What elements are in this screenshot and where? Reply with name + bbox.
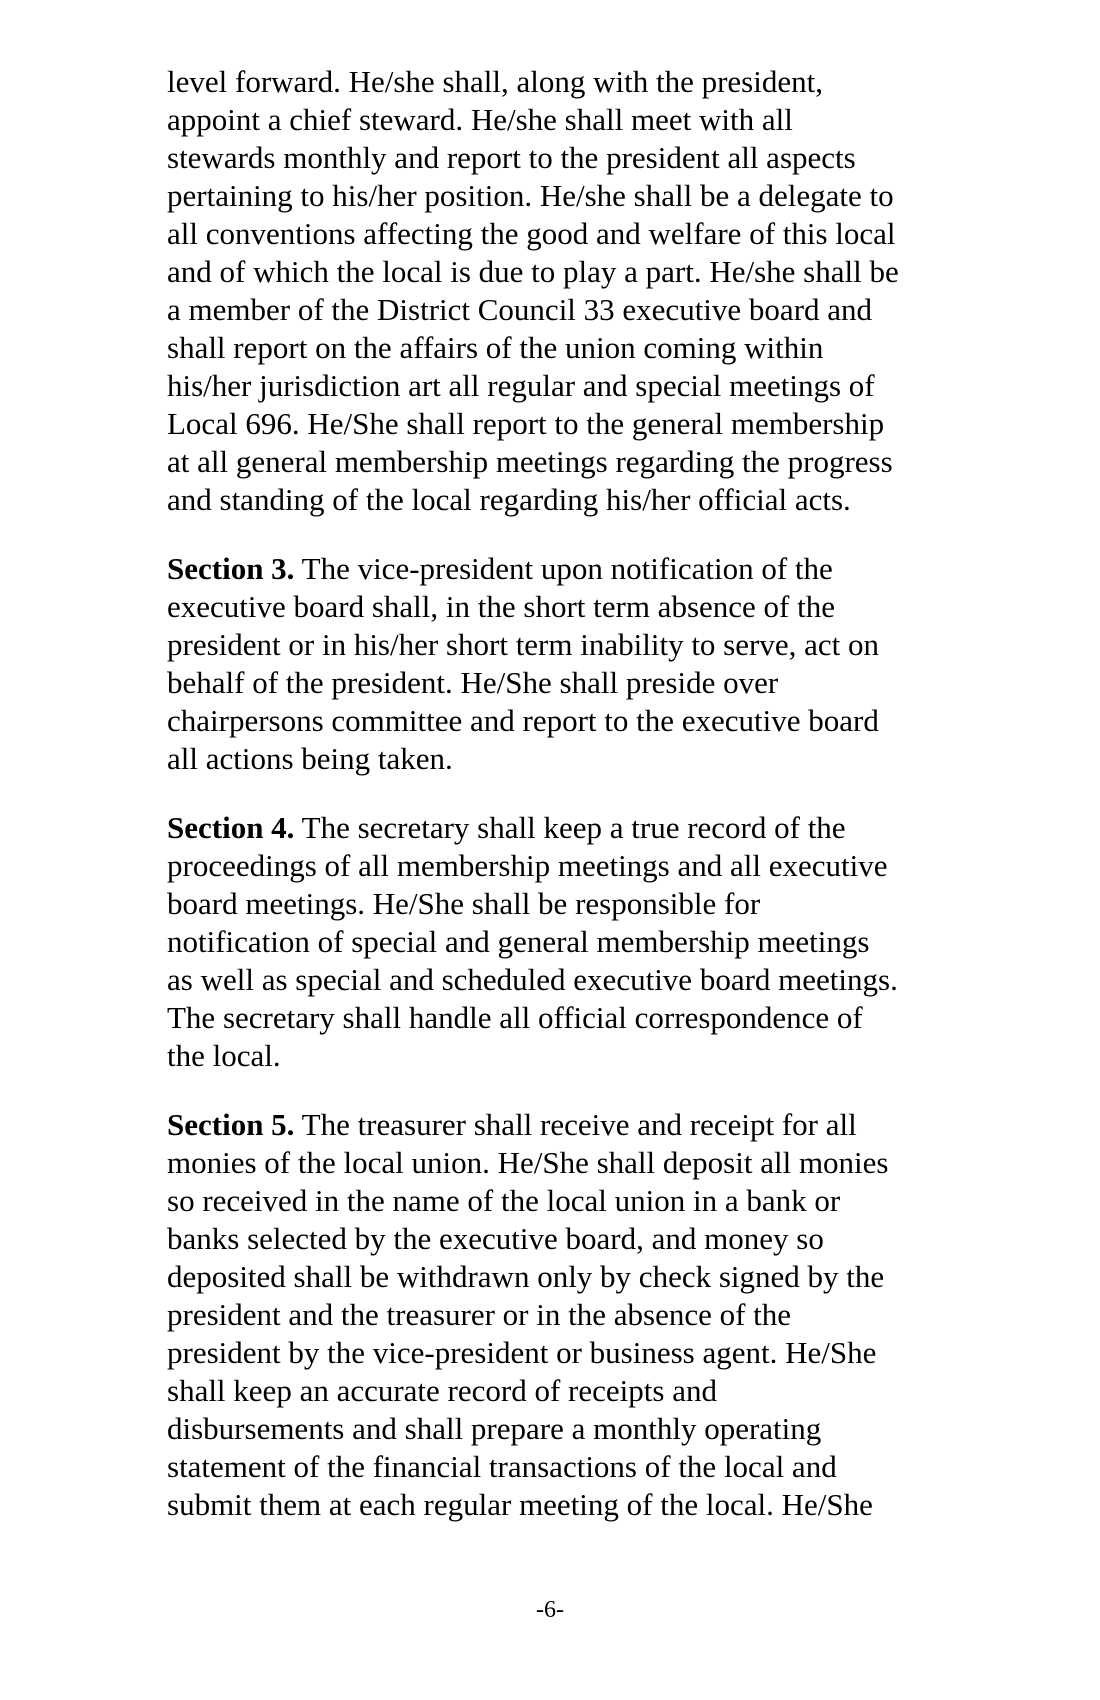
text-line: so received in the name of the local union in a bank or xyxy=(167,1183,841,1218)
text-line: shall keep an accurate record of receipts and xyxy=(167,1373,717,1408)
text-line: chairpersons committee and report to the executive board xyxy=(167,703,879,738)
text-line: banks selected by the executive board, and money so xyxy=(167,1221,824,1256)
section-heading: Section 4. xyxy=(167,810,295,845)
text-line: at all general membership meetings regarding the progress xyxy=(167,444,893,479)
text-line: executive board shall, in the short term absence of the xyxy=(167,589,835,624)
text-line: all conventions affecting the good and welfare of this local xyxy=(167,216,896,251)
text-line: pertaining to his/her position. He/she shall be a delegate to xyxy=(167,178,894,213)
text-line: shall report on the affairs of the union coming within xyxy=(167,330,824,365)
text-line: as well as special and scheduled executive board meetings. xyxy=(167,962,898,997)
text-line: level forward. He/she shall, along with the president, xyxy=(167,64,823,99)
paragraph-section-5 xyxy=(167,1106,967,1524)
text-line: president and the treasurer or in the absence of the xyxy=(167,1297,792,1332)
text-line: disbursements and shall prepare a monthly operating xyxy=(167,1411,822,1446)
text-line: appoint a chief steward. He/she shall meet with all xyxy=(167,102,793,137)
text-line xyxy=(167,809,967,847)
section-heading: Section 5. xyxy=(167,1107,295,1142)
text-line: proceedings of all membership meetings and all executive xyxy=(167,848,888,883)
text-line: president by the vice-president or business agent. He/She xyxy=(167,1335,877,1370)
document-body xyxy=(167,63,967,1555)
text-line: The secretary shall handle all official correspondence of xyxy=(167,1000,863,1035)
paragraph-section-4 xyxy=(167,809,967,1075)
text-line xyxy=(167,550,967,588)
text-line xyxy=(167,1106,967,1144)
text-line: monies of the local union. He/She shall deposit all monies xyxy=(167,1145,889,1180)
text-line: deposited shall be withdrawn only by check signed by the xyxy=(167,1259,885,1294)
section-text: The vice-president upon notification of the xyxy=(294,551,833,586)
section-text: The treasurer shall receive and receipt for all xyxy=(294,1107,857,1142)
text-line: behalf of the president. He/She shall preside over xyxy=(167,665,779,700)
text-line: his/her jurisdiction art all regular and special meetings of xyxy=(167,368,875,403)
text-line: stewards monthly and report to the president all aspects xyxy=(167,140,856,175)
text-line: board meetings. He/She shall be responsible for xyxy=(167,886,761,921)
text-line: and of which the local is due to play a part. He/she shall be xyxy=(167,254,899,289)
section-heading: Section 3. xyxy=(167,551,295,586)
text-line: notification of special and general membership meetings xyxy=(167,924,870,959)
text-line: and standing of the local regarding his/her official acts. xyxy=(167,482,851,517)
text-line: statement of the financial transactions of the local and xyxy=(167,1449,837,1484)
section-text: The secretary shall keep a true record of the xyxy=(294,810,846,845)
text-line: president or in his/her short term inability to serve, act on xyxy=(167,627,879,662)
text-line: submit them at each regular meeting of the local. He/She xyxy=(167,1487,873,1522)
page-number: -6- xyxy=(536,1597,564,1623)
text-line: Local 696. He/She shall report to the general membership xyxy=(167,406,885,441)
paragraph-continuation xyxy=(167,63,967,519)
text-line: the local. xyxy=(167,1038,281,1073)
text-line: a member of the District Council 33 executive board and xyxy=(167,292,873,327)
text-line: all actions being taken. xyxy=(167,741,453,776)
paragraph-section-3 xyxy=(167,550,967,778)
